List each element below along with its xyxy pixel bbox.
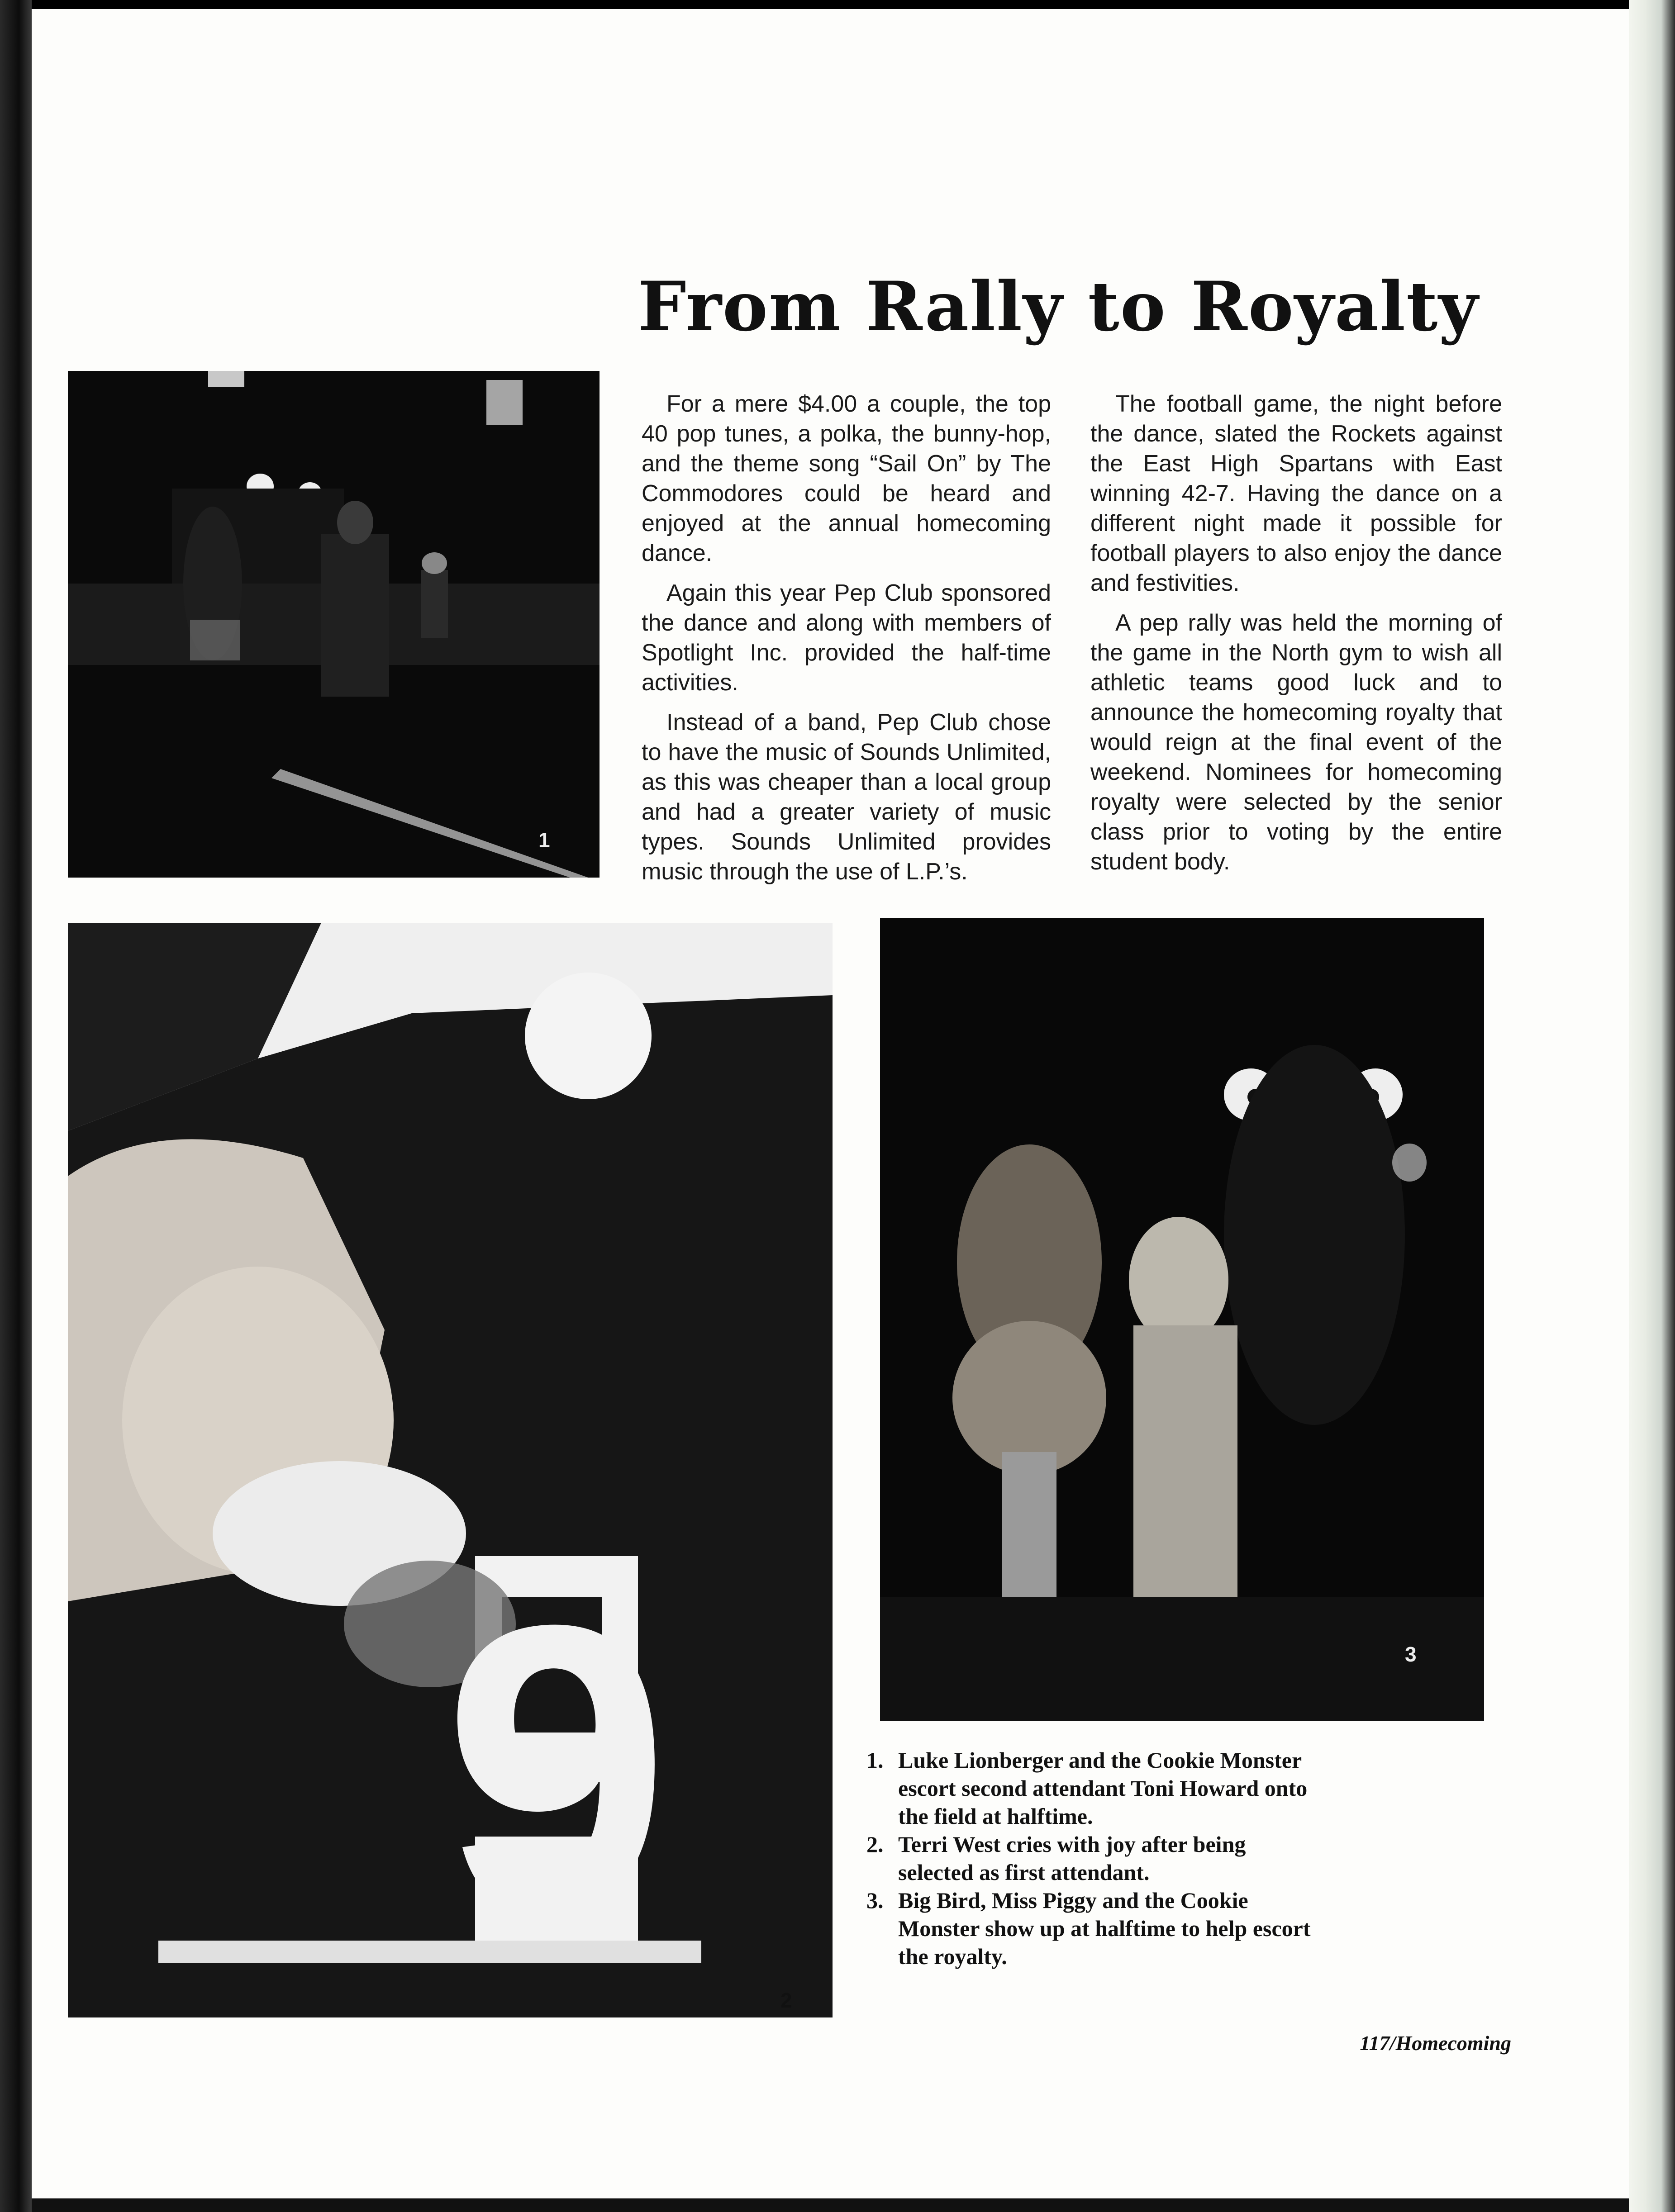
body-paragraph: Again this year Pep Club sponsored the dance and along with members of Spotlight Inc. provided the half-time activities.: [642, 580, 1051, 696]
photo-captions: [866, 1746, 1319, 1970]
caption-item: [866, 1830, 1319, 1886]
photo-2-image: [68, 923, 833, 2017]
caption-item: [866, 1746, 1319, 1830]
page-folio: 117/Homecoming: [1360, 2032, 1511, 2055]
photo-3: [880, 918, 1484, 1721]
caption-number: 2.: [866, 1832, 884, 1857]
photo-1-number: 1: [538, 828, 550, 852]
caption-text: Big Bird, Miss Piggy and the Cookie Monster show up at halftime to help escort the royalty.: [898, 1888, 1311, 1969]
binding-edge: [0, 0, 32, 2212]
body-column-2: [1090, 389, 1502, 887]
photo-2-number: 2: [780, 1989, 792, 2012]
caption-number: 1.: [866, 1747, 884, 1773]
caption-item: [866, 1886, 1319, 1970]
photo-1: [68, 371, 600, 878]
body-paragraph: For a mere $4.00 a couple, the top 40 pop tunes, a polka, the bunny-hop, and the theme song “Sail On” by The Commodores could be heard and enjoyed at the annual homecoming dance.: [642, 391, 1051, 566]
photo-1-image: [68, 371, 600, 878]
caption-text: Luke Lionberger and the Cookie Monster escort second attendant Toni Howard onto the field at halftime.: [898, 1747, 1308, 1829]
photo-2: [68, 923, 833, 2017]
caption-text: Terri West cries with joy after being selected as first attendant.: [898, 1832, 1246, 1885]
body-column-1: [642, 389, 1051, 897]
photo-3-number: 3: [1405, 1642, 1417, 1666]
body-paragraph: Instead of a band, Pep Club chose to have the music of Sounds Unlimited, as this was cheaper than a local group and had a greater variety of music types. Sounds Unlimited provides music through the use of L.P.’s.: [642, 709, 1051, 885]
jersey-number: 9: [443, 1540, 670, 1995]
body-paragraph: A pep rally was held the morning of the game in the North gym to wish all athletic teams good luck and to announce the homecoming royalty that would reign at the final event of the weekend. Nominees for homecoming royalty were selected by the senior class prior to voting by the entire student body.: [1090, 610, 1502, 875]
photo-3-image: [880, 918, 1484, 1721]
headline: From Rally to Royalty: [638, 267, 1479, 347]
body-paragraph: The football game, the night before the dance, slated the Rockets against the East High Spartans with East winning 42-7. Having the dance on a different night made it possible for football players to also enjoy the dance and festivities.: [1090, 391, 1502, 596]
page-edge: [1629, 0, 1675, 2212]
caption-number: 3.: [866, 1888, 884, 1913]
